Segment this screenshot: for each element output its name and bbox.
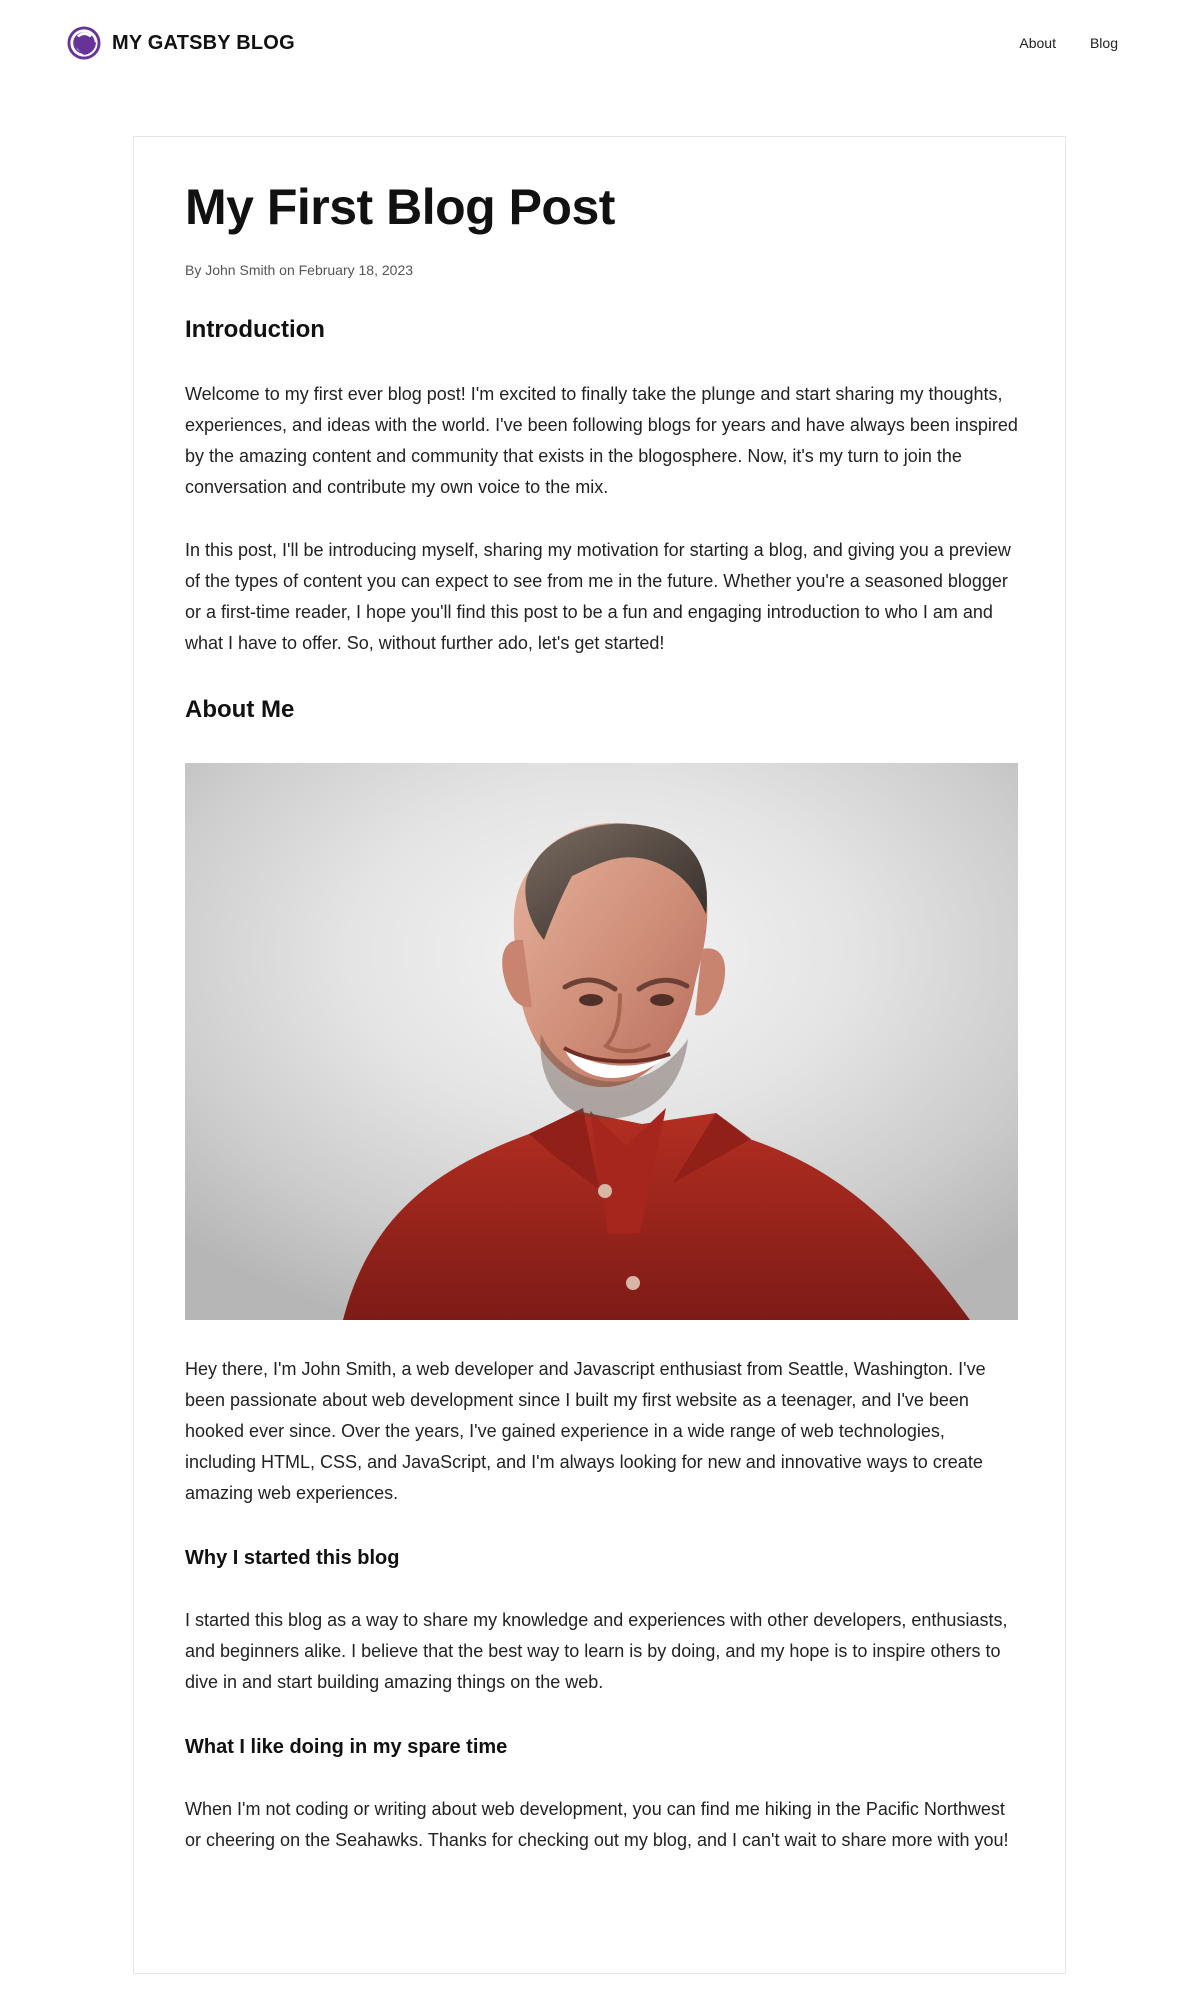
blog-post-card — [133, 136, 1066, 1974]
about-me-paragraph: Hey there, I'm John Smith, a web developer and Javascript enthusiast from Seattle, Washington. I've been passionate about web development since I built my first website as a teenager, and I've been hooked ever since. Over the years, I've gained experience in a wide range of web technologies, including HTML, CSS, and JavaScript, and I'm always looking for new and innovative ways to create amazing web experiences. — [185, 1359, 986, 1503]
nav-blog-link[interactable]: Blog — [1089, 35, 1118, 51]
gatsby-logo-icon — [66, 25, 102, 61]
introduction-paragraph-2: In this post, I'll be introducing myself, sharing my motivation for starting a blog, and giving you a preview of the types of content you can expect to see from me in the future. Whether you're a seasoned blogger or a first-time reader, I hope you'll find this post to be a fun and engaging introduction to who I am and what I have to offer. So, without further ado, let's get started! — [185, 540, 1011, 653]
post-title: My First Blog Post — [185, 179, 615, 235]
nav-about-link[interactable]: About — [1019, 35, 1056, 51]
spare-time-paragraph: When I'm not coding or writing about web development, you can find me hiking in the Pacific Northwest or cheering on the Seahawks. Thanks for checking out my blog, and I can't wait to share more with you! — [185, 1799, 1009, 1850]
site-header — [0, 0, 1200, 88]
introduction-paragraph-1: Welcome to my first ever blog post! I'm excited to finally take the plunge and start sharing my thoughts, experiences, and ideas with the world. I've been following blogs for years and have always been inspired by the amazing content and community that exists in the blogosphere. Now, it's my turn to join the conversation and contribute my own voice to the mix. — [185, 384, 1018, 497]
site-title: MY GATSBY BLOG — [112, 32, 295, 54]
why-started-paragraph: I started this blog as a way to share my knowledge and experiences with other developers, enthusiasts, and beginners alike. I believe that the best way to learn is by doing, and my hope is to inspire others to dive in and start building amazing things on the web. — [185, 1610, 1008, 1692]
section-title-spare-time: What I like doing in my spare time — [185, 1736, 508, 1758]
portrait-photo — [185, 763, 1018, 1320]
blog-post-article — [185, 177, 1018, 1856]
site-brand-link[interactable] — [66, 25, 295, 61]
section-title-about-me: About Me — [185, 696, 295, 723]
top-navigation — [1019, 33, 1118, 53]
post-meta: By John Smith on February 18, 2023 — [185, 262, 414, 278]
section-title-introduction: Introduction — [185, 316, 325, 343]
section-title-why-started: Why I started this blog — [185, 1547, 400, 1569]
portrait-photo-icon — [185, 763, 1018, 1320]
